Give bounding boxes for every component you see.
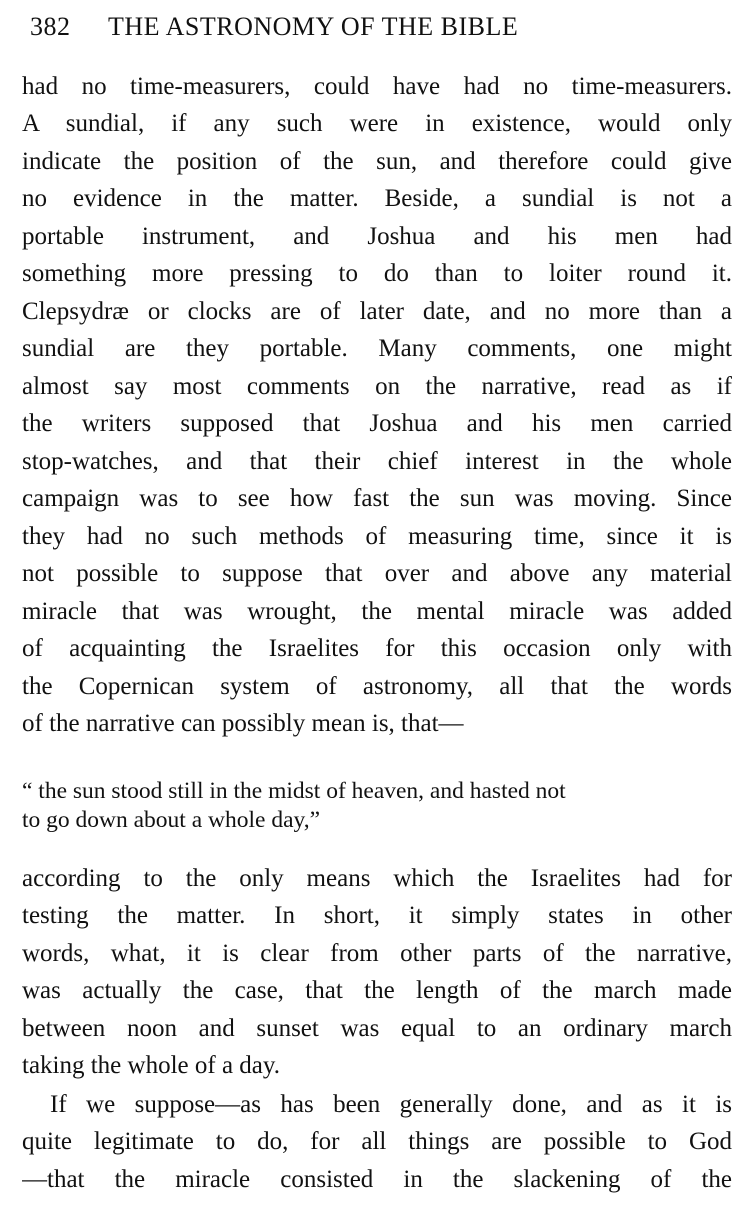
text-line: between noon and sunset was equal to an ordinary march xyxy=(22,1015,732,1042)
text-line: testing the matter. In short, it simply states in other xyxy=(22,902,732,929)
text-line: taking the whole of a day. xyxy=(22,1052,281,1079)
page-number: 382 xyxy=(30,12,71,41)
text-line: indicate the position of the sun, and therefore could give xyxy=(22,148,732,175)
text-line: sundial are they portable. Many comments, one might xyxy=(22,335,732,362)
text-line: A sundial, if any such were in existence, would only xyxy=(22,110,732,137)
text-line: portable instrument, and Joshua and his men had xyxy=(22,223,732,250)
text-line: had no time-measurers, could have had no time-measurers. xyxy=(22,73,732,100)
text-line: miracle that was wrought, the mental miracle was added xyxy=(22,598,732,625)
text-line: of acquainting the Israelites for this occasion only with xyxy=(22,635,732,662)
text-line: according to the only means which the Israelites had for xyxy=(22,865,732,892)
text-line: they had no such methods of measuring time, since it is xyxy=(22,523,732,550)
text-line: was actually the case, that the length of the march made xyxy=(22,977,732,1004)
text-line: no evidence in the matter. Beside, a sundial is not a xyxy=(22,185,732,212)
text-line: If we suppose—as has been generally done, and as it is xyxy=(50,1091,732,1118)
text-line: almost say most comments on the narrative, read as if xyxy=(22,373,732,400)
text-line: stop-watches, and that their chief interest in the whole xyxy=(22,448,732,475)
text-line: something more pressing to do than to loiter round it. xyxy=(22,260,732,287)
text-line: of the narrative can possibly mean is, that— xyxy=(22,710,464,737)
text-line: words, what, it is clear from other parts of the narrative, xyxy=(22,940,732,967)
text-line: quite legitimate to do, for all things are possible to God xyxy=(22,1128,732,1155)
text-line: Clepsydræ or clocks are of later date, and no more than a xyxy=(22,298,732,325)
block-quote-line: to go down about a whole day,” xyxy=(22,807,321,833)
running-title: THE ASTRONOMY OF THE BIBLE xyxy=(108,12,519,41)
text-line: —that the miracle consisted in the slackening of the xyxy=(22,1166,732,1193)
page-header xyxy=(30,12,730,48)
text-line: campaign was to see how fast the sun was moving. Since xyxy=(22,485,732,512)
block-quote-line: “ the sun stood still in the midst of heaven, and hasted not xyxy=(22,778,566,804)
text-line: not possible to suppose that over and above any material xyxy=(22,560,732,587)
text-line: the writers supposed that Joshua and his men carried xyxy=(22,410,732,437)
text-line: the Copernican system of astronomy, all that the words xyxy=(22,673,732,700)
